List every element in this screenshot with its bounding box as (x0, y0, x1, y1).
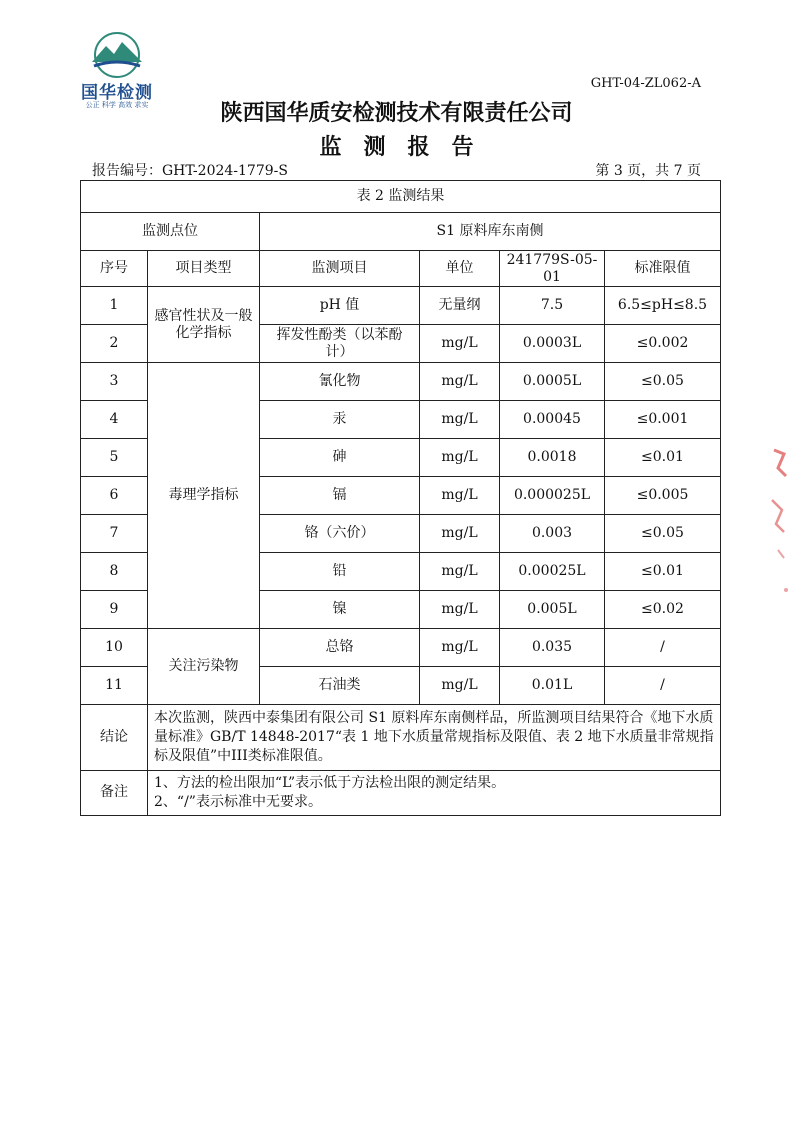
unit-cell: mg/L (420, 477, 500, 515)
limit-cell: ≤0.05 (605, 515, 721, 553)
row-number: 9 (81, 591, 148, 629)
unit-cell: mg/L (420, 439, 500, 477)
unit-cell: mg/L (420, 591, 500, 629)
limit-cell: ≤0.01 (605, 553, 721, 591)
logo-slogan: 公正 科学 高效 求实 (85, 101, 149, 109)
remarks-label: 备注 (81, 771, 148, 816)
table-row (81, 629, 721, 667)
row-number: 3 (81, 363, 148, 401)
table-caption: 表 2 监测结果 (81, 181, 721, 213)
limit-cell: ≤0.05 (605, 363, 721, 401)
monitoring-point-label: 监测点位 (81, 213, 260, 251)
report-number: 报告编号：GHT-2024-1779-S (92, 163, 288, 179)
limit-cell: ≤0.02 (605, 591, 721, 629)
value-cell: 0.005L (500, 591, 605, 629)
monitoring-point-value: S1 原料库东南侧 (260, 213, 721, 251)
report-title: 监测报告 (319, 135, 496, 160)
remark-line: 2、“/”表示标准中无要求。 (154, 793, 322, 810)
row-number: 2 (81, 325, 148, 363)
limit-cell: ≤0.002 (605, 325, 721, 363)
value-cell: 0.00025L (500, 553, 605, 591)
conclusion-text: 本次监测，陕西中泰集团有限公司 S1 原料库东南侧样品，所监测项目结果符合《地下水质量标准》GB/T 14848-2017“表 1 地下水质量常规指标及限值、表 2 地下水质量非常规指标及限值”中III类标准限值。 (148, 705, 721, 771)
item-cell: 砷 (260, 439, 420, 477)
row-number: 1 (81, 287, 148, 325)
value-cell: 0.00045 (500, 401, 605, 439)
unit-cell: mg/L (420, 401, 500, 439)
row-number: 6 (81, 477, 148, 515)
unit-cell: mg/L (420, 363, 500, 401)
value-cell: 0.035 (500, 629, 605, 667)
limit-cell: / (605, 629, 721, 667)
item-cell: 铬（六价） (260, 515, 420, 553)
logo-name: 国华检测 (81, 83, 153, 103)
category-cell: 毒理学指标 (148, 363, 260, 629)
limit-cell: ≤0.01 (605, 439, 721, 477)
item-cell: 镉 (260, 477, 420, 515)
item-cell: pH 值 (260, 287, 420, 325)
table-row (81, 363, 721, 401)
limit-cell: ≤0.001 (605, 401, 721, 439)
column-header: 监测项目 (260, 251, 420, 287)
page-number: 第 3 页，共 7 页 (595, 163, 701, 179)
unit-cell: mg/L (420, 553, 500, 591)
limit-cell: / (605, 667, 721, 705)
mountain-logo-icon (84, 32, 150, 78)
limit-cell: 6.5≤pH≤8.5 (605, 287, 721, 325)
unit-cell: mg/L (420, 515, 500, 553)
item-cell: 总铬 (260, 629, 420, 667)
item-cell: 氰化物 (260, 363, 420, 401)
remarks-cell (148, 771, 721, 816)
row-number: 11 (81, 667, 148, 705)
table-row (81, 287, 721, 325)
conclusion-label: 结论 (81, 705, 148, 771)
row-number: 7 (81, 515, 148, 553)
row-number: 8 (81, 553, 148, 591)
item-cell: 铅 (260, 553, 420, 591)
column-header: 241779S-05-01 (500, 251, 605, 287)
value-cell: 0.01L (500, 667, 605, 705)
unit-cell: 无量纲 (420, 287, 500, 325)
unit-cell: mg/L (420, 667, 500, 705)
item-cell: 挥发性酚类（以苯酚计） (260, 325, 420, 363)
row-number: 10 (81, 629, 148, 667)
item-cell: 石油类 (260, 667, 420, 705)
value-cell: 7.5 (500, 287, 605, 325)
company-name: 陕西国华质安检测技术有限责任公司 (220, 101, 573, 126)
column-header: 标准限值 (605, 251, 721, 287)
column-header: 项目类型 (148, 251, 260, 287)
remark-line: 1、方法的检出限加“L”表示低于方法检出限的测定结果。 (154, 775, 506, 791)
value-cell: 0.000025L (500, 477, 605, 515)
column-header: 单位 (420, 251, 500, 287)
value-cell: 0.003 (500, 515, 605, 553)
value-cell: 0.0005L (500, 363, 605, 401)
column-header: 序号 (81, 251, 148, 287)
seal-stamp-fragment (764, 440, 793, 610)
row-number: 5 (81, 439, 148, 477)
category-cell: 关注污染物 (148, 629, 260, 705)
value-cell: 0.0018 (500, 439, 605, 477)
category-cell: 感官性状及一般化学指标 (148, 287, 260, 363)
value-cell: 0.0003L (500, 325, 605, 363)
monitoring-results-table (80, 180, 721, 816)
limit-cell: ≤0.005 (605, 477, 721, 515)
item-cell: 汞 (260, 401, 420, 439)
row-number: 4 (81, 401, 148, 439)
item-cell: 镍 (260, 591, 420, 629)
unit-cell: mg/L (420, 325, 500, 363)
unit-cell: mg/L (420, 629, 500, 667)
document-code: GHT-04-ZL062-A (590, 76, 701, 91)
